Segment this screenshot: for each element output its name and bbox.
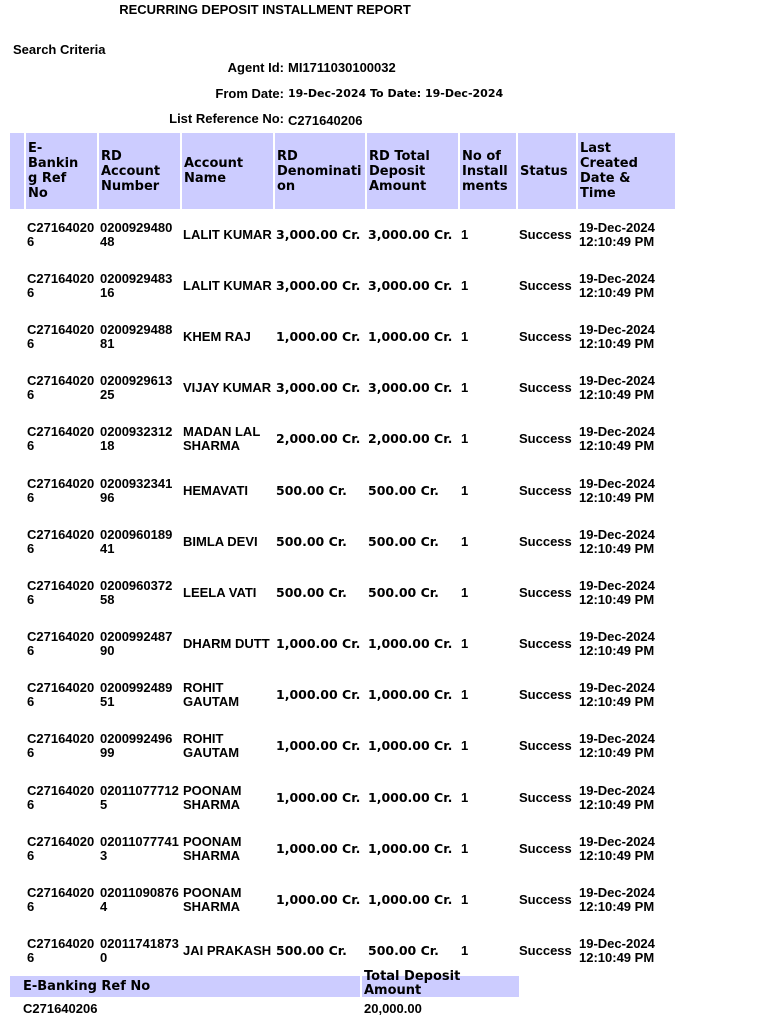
- row-spacer: [10, 670, 25, 721]
- table-cell: 020096018941: [100, 526, 173, 556]
- table-cell: 500.00 Cr.: [368, 482, 439, 498]
- table-cell: POONAM SHARMA: [183, 782, 242, 812]
- table-cell: 020093231218: [100, 424, 173, 454]
- table-cell: Success: [519, 636, 572, 652]
- table-cell: Success: [519, 431, 572, 447]
- row-spacer: [10, 363, 25, 414]
- table-cell: 1: [461, 738, 469, 754]
- table-cell: C271640206: [27, 629, 95, 659]
- table-cell: 020110777413: [100, 833, 179, 863]
- table-cell: 19-Dec-2024 12:10:49 PM: [579, 936, 655, 966]
- table-cell: C271640206: [27, 731, 95, 761]
- table-cell: C271640206: [27, 936, 95, 966]
- table-cell: C271640206: [27, 219, 95, 249]
- table-cell: 1,000.00 Cr.: [276, 840, 361, 856]
- table-row: [10, 670, 675, 721]
- header-cell: RD Account Number: [98, 133, 181, 209]
- table-cell: 19-Dec-2024 12:10:49 PM: [579, 219, 655, 249]
- table-cell: 1,000.00 Cr.: [276, 328, 361, 344]
- table-cell: 19-Dec-2024 12:10:49 PM: [579, 577, 655, 607]
- header-cell: Status: [517, 133, 577, 209]
- table-cell: Success: [519, 482, 572, 498]
- table-cell: Success: [519, 943, 572, 959]
- table-cell: 020099249699: [100, 731, 173, 761]
- table-cell: 1,000.00 Cr.: [276, 687, 361, 703]
- table-cell: 020117418730: [100, 936, 179, 966]
- table-cell: C271640206: [27, 526, 95, 556]
- rd-installment-table: [10, 133, 675, 977]
- table-cell: 2,000.00 Cr.: [276, 431, 361, 447]
- table-row: [10, 619, 675, 670]
- table-cell: Success: [519, 380, 572, 396]
- table-cell: 020092961325: [100, 373, 173, 403]
- summary-total-header: Total Deposit Amount: [364, 969, 461, 998]
- table-cell: 1: [461, 482, 469, 498]
- report-title: RECURRING DEPOSIT INSTALLMENT REPORT: [119, 2, 411, 17]
- table-cell: POONAM SHARMA: [183, 833, 242, 863]
- table-cell: DHARM DUTT: [183, 636, 270, 652]
- row-spacer: [10, 209, 25, 260]
- header-cell: Last Created Date & Time: [577, 133, 675, 209]
- table-cell: 1: [461, 584, 469, 600]
- table-cell: 1,000.00 Cr.: [276, 738, 361, 754]
- table-cell: C271640206: [27, 321, 95, 351]
- table-row: [10, 414, 675, 465]
- table-cell: 19-Dec-2024 12:10:49 PM: [579, 885, 655, 915]
- date-range: [288, 87, 503, 100]
- table-cell: 2,000.00 Cr.: [368, 431, 453, 447]
- table-cell: LEELA VATI: [183, 584, 257, 600]
- row-spacer: [10, 414, 25, 465]
- table-cell: C271640206: [27, 475, 95, 505]
- table-cell: Success: [519, 892, 572, 908]
- table-cell: 1: [461, 687, 469, 703]
- table-cell: 19-Dec-2024 12:10:49 PM: [579, 475, 655, 505]
- table-cell: C271640206: [27, 833, 95, 863]
- agent-id-value: MI1711030100032: [288, 60, 396, 75]
- table-cell: 500.00 Cr.: [276, 482, 347, 498]
- table-cell: 19-Dec-2024 12:10:49 PM: [579, 424, 655, 454]
- table-cell: 1: [461, 226, 469, 242]
- table-cell: BIMLA DEVI: [183, 533, 258, 549]
- table-cell: JAI PRAKASH: [183, 943, 272, 959]
- table-cell: 1,000.00 Cr.: [368, 636, 453, 652]
- table-cell: 1,000.00 Cr.: [368, 892, 453, 908]
- table-cell: 19-Dec-2024 12:10:49 PM: [579, 270, 655, 300]
- header-spacer: [10, 133, 25, 209]
- list-ref-label: List Reference No:: [169, 111, 284, 126]
- table-cell: 1,000.00 Cr.: [276, 789, 361, 805]
- table-cell: 1: [461, 380, 469, 396]
- table-cell: 1,000.00 Cr.: [368, 738, 453, 754]
- table-cell: 3,000.00 Cr.: [368, 277, 453, 293]
- table-cell: LALIT KUMAR: [183, 226, 272, 242]
- table-cell: HEMAVATI: [183, 482, 248, 498]
- table-cell: C271640206: [27, 424, 95, 454]
- table-cell: Success: [519, 226, 572, 242]
- header-cell: RD Denominati on: [274, 133, 366, 209]
- table-cell: 020092948048: [100, 219, 173, 249]
- table-row: [10, 209, 675, 260]
- row-spacer: [10, 874, 25, 925]
- row-spacer: [10, 823, 25, 874]
- table-cell: 020096037258: [100, 577, 173, 607]
- table-cell: C271640206: [27, 577, 95, 607]
- table-cell: 1: [461, 636, 469, 652]
- table-cell: 500.00 Cr.: [276, 533, 347, 549]
- table-row: [10, 516, 675, 567]
- table-cell: LALIT KUMAR: [183, 277, 272, 293]
- search-criteria-heading: Search Criteria: [13, 42, 106, 57]
- table-header-row: [10, 133, 675, 209]
- table-cell: Success: [519, 687, 572, 703]
- table-cell: Success: [519, 584, 572, 600]
- table-cell: 1,000.00 Cr.: [368, 840, 453, 856]
- table-cell: 19-Dec-2024 12:10:49 PM: [579, 321, 655, 351]
- table-cell: 1: [461, 943, 469, 959]
- table-cell: 020110777125: [100, 782, 179, 812]
- table-cell: 500.00 Cr.: [368, 584, 439, 600]
- table-cell: C271640206: [27, 885, 95, 915]
- table-cell: 19-Dec-2024 12:10:49 PM: [579, 373, 655, 403]
- table-cell: 020099248790: [100, 629, 173, 659]
- table-cell: 1,000.00 Cr.: [276, 892, 361, 908]
- table-cell: C271640206: [27, 373, 95, 403]
- table-cell: 020110908764: [100, 885, 179, 915]
- table-cell: Success: [519, 840, 572, 856]
- table-cell: VIJAY KUMAR: [183, 380, 272, 396]
- table-row: [10, 823, 675, 874]
- table-row: [10, 926, 675, 977]
- agent-id-label: Agent Id:: [227, 60, 284, 75]
- table-cell: 19-Dec-2024 12:10:49 PM: [579, 782, 655, 812]
- table-cell: 3,000.00 Cr.: [276, 277, 361, 293]
- table-row: [10, 311, 675, 362]
- table-cell: C271640206: [27, 680, 95, 710]
- table-cell: 1,000.00 Cr.: [368, 687, 453, 703]
- header-cell: Account Name: [181, 133, 274, 209]
- to-date-value: 19-Dec-2024: [424, 87, 504, 100]
- table-cell: 1: [461, 533, 469, 549]
- summary-ref-value: C271640206: [23, 1001, 98, 1016]
- header-cell: RD Total Deposit Amount: [366, 133, 459, 209]
- row-spacer: [10, 516, 25, 567]
- table-cell: 500.00 Cr.: [276, 584, 347, 600]
- list-ref-value: C271640206: [288, 113, 363, 128]
- row-spacer: [10, 260, 25, 311]
- table-cell: 1: [461, 789, 469, 805]
- table-cell: 19-Dec-2024 12:10:49 PM: [579, 629, 655, 659]
- table-row: [10, 567, 675, 618]
- to-date-label: To Date:: [370, 87, 422, 100]
- header-cell: E- Bankin g Ref No: [25, 133, 98, 209]
- row-spacer: [10, 567, 25, 618]
- summary-divider: [360, 976, 362, 997]
- table-row: [10, 260, 675, 311]
- table-cell: ROHIT GAUTAM: [183, 680, 240, 710]
- table-cell: Success: [519, 789, 572, 805]
- table-cell: 1,000.00 Cr.: [368, 789, 453, 805]
- table-cell: KHEM RAJ: [183, 328, 251, 344]
- table-cell: Success: [519, 277, 572, 293]
- table-row: [10, 465, 675, 516]
- table-cell: 020092948881: [100, 321, 173, 351]
- row-spacer: [10, 311, 25, 362]
- table-cell: 500.00 Cr.: [368, 943, 439, 959]
- table-cell: 19-Dec-2024 12:10:49 PM: [579, 833, 655, 863]
- table-cell: Success: [519, 738, 572, 754]
- table-cell: 1: [461, 431, 469, 447]
- table-row: [10, 874, 675, 925]
- row-spacer: [10, 619, 25, 670]
- table-cell: 1,000.00 Cr.: [276, 636, 361, 652]
- table-cell: 020099248951: [100, 680, 173, 710]
- table-cell: 3,000.00 Cr.: [368, 380, 453, 396]
- table-cell: 1: [461, 328, 469, 344]
- table-cell: 19-Dec-2024 12:10:49 PM: [579, 680, 655, 710]
- table-cell: 1,000.00 Cr.: [368, 328, 453, 344]
- table-row: [10, 772, 675, 823]
- table-cell: C271640206: [27, 270, 95, 300]
- from-date-label: From Date:: [215, 86, 284, 101]
- table-cell: C271640206: [27, 782, 95, 812]
- row-spacer: [10, 721, 25, 772]
- table-cell: ROHIT GAUTAM: [183, 731, 240, 761]
- table-cell: POONAM SHARMA: [183, 885, 242, 915]
- header-cell: No of Install ments: [459, 133, 517, 209]
- table-row: [10, 363, 675, 414]
- summary-total-value: 20,000.00: [364, 1001, 422, 1016]
- table-row: [10, 721, 675, 772]
- table-cell: 19-Dec-2024 12:10:49 PM: [579, 731, 655, 761]
- table-cell: 1: [461, 277, 469, 293]
- table-cell: 19-Dec-2024 12:10:49 PM: [579, 526, 655, 556]
- table-cell: 3,000.00 Cr.: [276, 380, 361, 396]
- table-cell: Success: [519, 328, 572, 344]
- table-cell: 3,000.00 Cr.: [368, 226, 453, 242]
- summary-ref-header: E-Banking Ref No: [23, 979, 151, 994]
- table-cell: 500.00 Cr.: [276, 943, 347, 959]
- table-cell: 020093234196: [100, 475, 173, 505]
- table-cell: 500.00 Cr.: [368, 533, 439, 549]
- table-cell: Success: [519, 533, 572, 549]
- from-date-value: 19-Dec-2024: [288, 87, 367, 100]
- table-cell: 3,000.00 Cr.: [276, 226, 361, 242]
- table-cell: 1: [461, 892, 469, 908]
- row-spacer: [10, 926, 25, 977]
- table-cell: MADAN LAL SHARMA: [183, 424, 261, 454]
- table-cell: 020092948316: [100, 270, 173, 300]
- row-spacer: [10, 465, 25, 516]
- row-spacer: [10, 772, 25, 823]
- table-cell: 1: [461, 840, 469, 856]
